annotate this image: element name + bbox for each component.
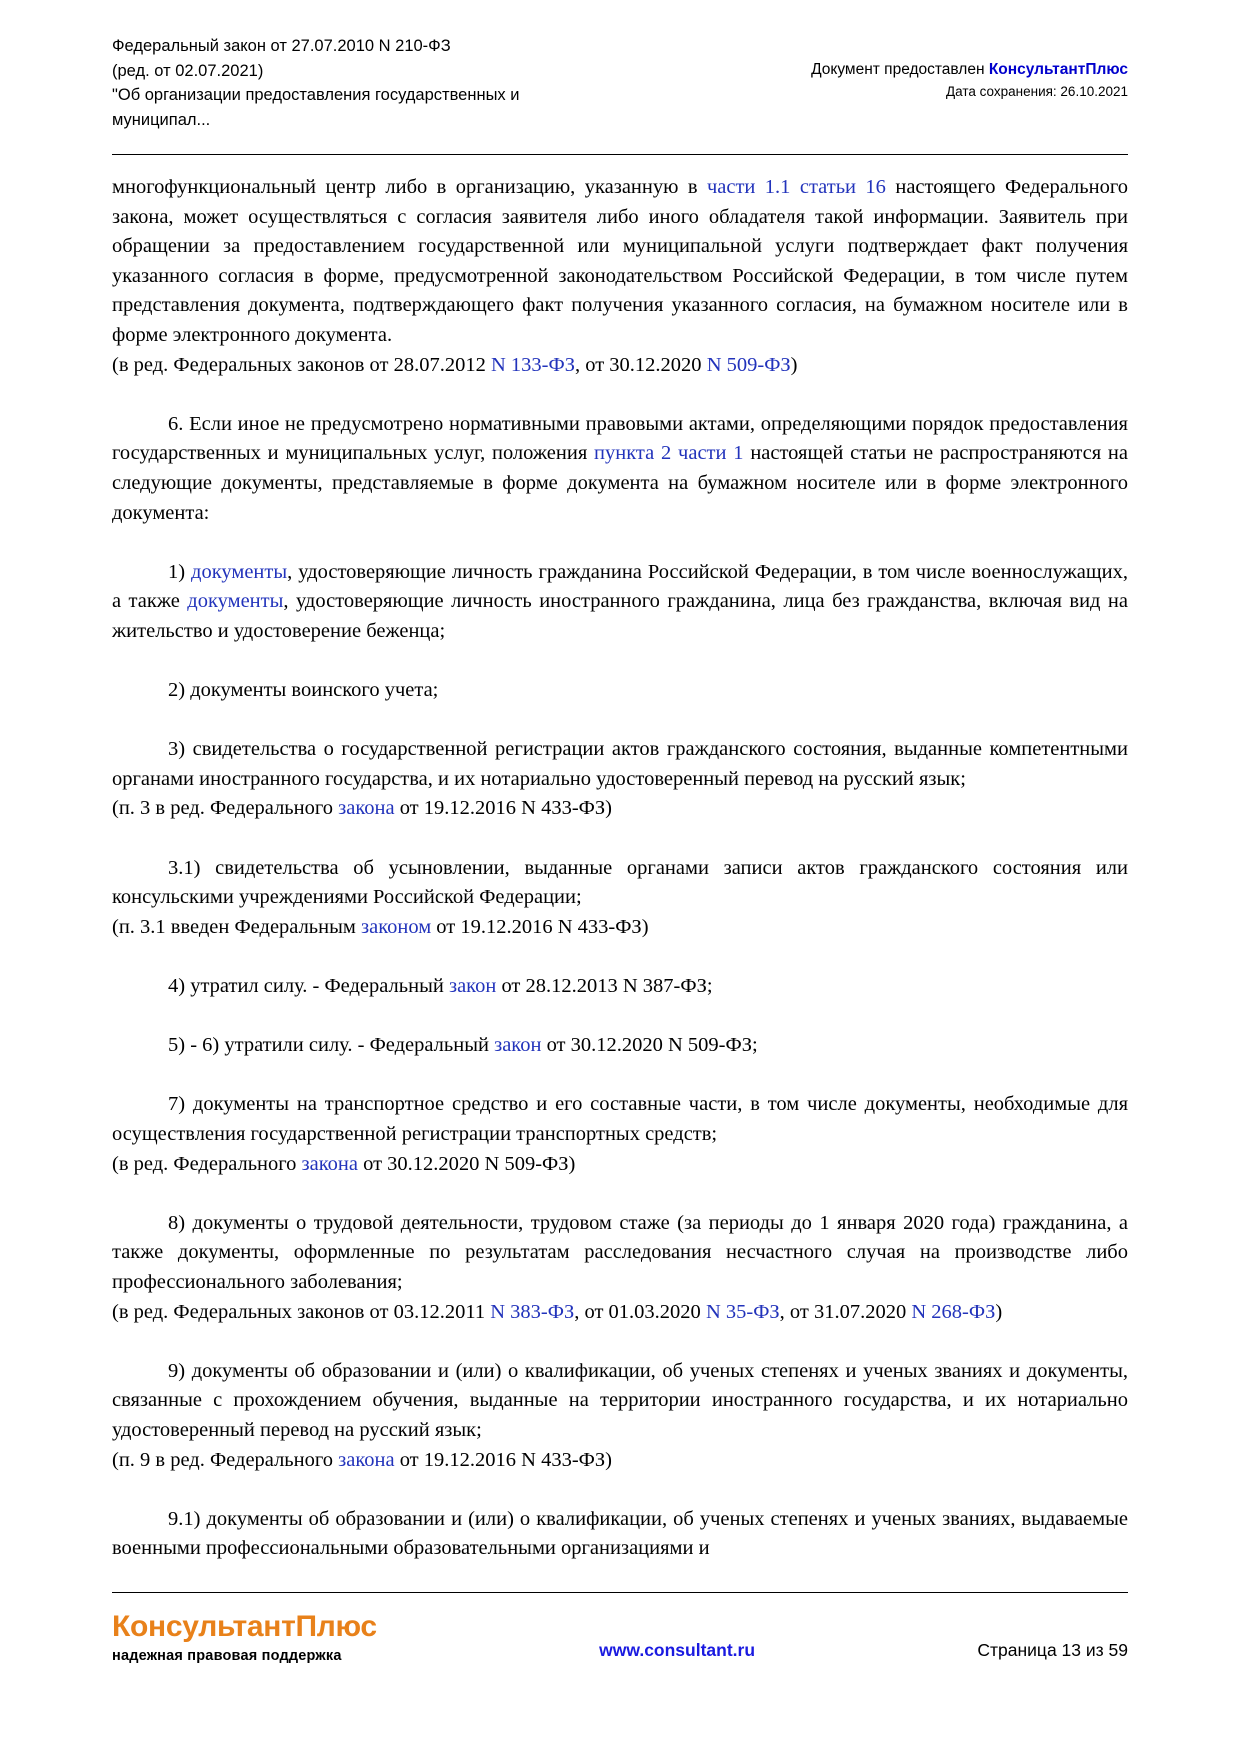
page-number: Страница 13 из 59 bbox=[977, 1640, 1128, 1660]
item9ref-text-2: от 19.12.2016 N 433-ФЗ) bbox=[394, 1448, 612, 1471]
link-zakona-433-fz-p3[interactable]: закона bbox=[338, 797, 395, 820]
list-item-7-reference bbox=[112, 1150, 1128, 1180]
p6-text-1: 6. Если иное не предусмотрено нормативными правовыми актами, определяющими порядок предоставления государственных и муниципальных услуг, положения bbox=[112, 412, 1128, 465]
doc-title-line-4: муниципал... bbox=[112, 110, 211, 129]
page-header bbox=[0, 0, 1240, 132]
page-footer bbox=[0, 1612, 1240, 1732]
doc-title-line-3: "Об организации предоставления государственных и bbox=[112, 86, 520, 104]
item91-text: 9.1) документы об образовании и (или) о квалификации, об ученых степенях и ученых званиях, выдаваемые военными профессиональными образовательными организациями и bbox=[112, 1507, 1128, 1560]
saved-date: Дата сохранения: 26.10.2021 bbox=[945, 84, 1128, 99]
consultant-plus-logo bbox=[112, 1612, 377, 1664]
list-item-3 bbox=[112, 735, 1128, 794]
link-n-383-fz[interactable]: N 383-ФЗ bbox=[490, 1300, 575, 1323]
link-point-2-part-1[interactable]: пункта 2 части 1 bbox=[594, 442, 744, 465]
item9ref-text-1: (п. 9 в ред. Федерального bbox=[112, 1448, 339, 1471]
link-documents-2[interactable]: документы bbox=[187, 590, 284, 613]
p1-text-1: многофункциональный центр либо в организацию, указанную в bbox=[112, 176, 707, 198]
link-part-1-1-article-16[interactable]: части 1.1 статьи 16 bbox=[706, 176, 886, 198]
list-item-4 bbox=[112, 972, 1128, 1002]
consultant-plus-brand: КонсультантПлюс bbox=[988, 61, 1128, 78]
document-body bbox=[0, 173, 1240, 1564]
header-divider bbox=[112, 154, 1128, 155]
list-item-9-reference bbox=[112, 1446, 1128, 1476]
list-item-2 bbox=[112, 676, 1128, 706]
paragraph-6 bbox=[112, 410, 1128, 528]
list-item-9 bbox=[112, 1357, 1128, 1446]
item7ref-text-2: от 30.12.2020 N 509-ФЗ) bbox=[357, 1152, 576, 1175]
item7ref-text-1: (в ред. Федерального bbox=[112, 1152, 302, 1175]
item5-text-1: 5) - 6) утратили силу. - Федеральный bbox=[168, 1034, 495, 1057]
list-item-8-reference bbox=[112, 1298, 1128, 1328]
link-zakonom-433-fz-p31[interactable]: законом bbox=[361, 915, 432, 938]
item4-text-1: 4) утратил силу. - Федеральный bbox=[168, 975, 449, 998]
link-zakona-509-fz-p7[interactable]: закона bbox=[301, 1152, 358, 1175]
p1ref-text-2: , от 30.12.2020 bbox=[574, 353, 707, 376]
paragraph-continuation bbox=[112, 173, 1128, 351]
link-n-268-fz[interactable]: N 268-ФЗ bbox=[911, 1300, 996, 1323]
list-item-7 bbox=[112, 1090, 1128, 1149]
provided-by-line bbox=[811, 60, 1128, 80]
paragraph-1-reference bbox=[112, 351, 1128, 381]
list-item-5-6 bbox=[112, 1031, 1128, 1061]
logo-wordmark: КонсультантПлюс bbox=[112, 1610, 377, 1643]
item1-text-1: 1) bbox=[168, 560, 192, 583]
doc-title-line-2: (ред. от 02.07.2021) bbox=[112, 61, 264, 80]
item9-text: 9) документы об образовании и (или) о квалификации, об ученых степенях и ученых званиях и документы, связанные с прохождением обучения, выданные на территории иностранного государства, и их нотариально удостоверенный перевод на русский язык; bbox=[112, 1359, 1128, 1441]
list-item-3-reference bbox=[112, 794, 1128, 824]
link-n-35-fz[interactable]: N 35-ФЗ bbox=[705, 1300, 780, 1323]
item3ref-text-2: от 19.12.2016 N 433-ФЗ) bbox=[394, 797, 612, 820]
list-item-3-1 bbox=[112, 854, 1128, 913]
link-zakon-509-fz-p5[interactable]: закон bbox=[494, 1034, 542, 1057]
item8ref-text-3: , от 31.07.2020 bbox=[779, 1300, 912, 1323]
list-item-8 bbox=[112, 1209, 1128, 1298]
link-zakona-433-fz-p9[interactable]: закона bbox=[338, 1448, 395, 1471]
footer-divider bbox=[112, 1592, 1128, 1593]
link-n-509-fz[interactable]: N 509-ФЗ bbox=[706, 353, 791, 376]
header-provider-block bbox=[811, 34, 1128, 102]
list-item-1 bbox=[112, 558, 1128, 647]
item4-text-2: от 28.12.2013 N 387-ФЗ; bbox=[496, 975, 713, 998]
item31ref-text-1: (п. 3.1 введен Федеральным bbox=[112, 915, 361, 938]
doc-title-line-1: Федеральный закон от 27.07.2010 N 210-ФЗ bbox=[112, 37, 451, 55]
footer-website-link[interactable]: www.consultant.ru bbox=[599, 1640, 756, 1660]
link-zakon-387-fz[interactable]: закон bbox=[448, 975, 497, 998]
p1ref-text-1: (в ред. Федеральных законов от 28.07.2012 bbox=[112, 353, 491, 376]
item2-text: 2) документы воинского учета; bbox=[168, 679, 439, 702]
p1ref-text-3: ) bbox=[790, 353, 798, 376]
item1-text-2: , удостоверяющие личность гражданина Российской Федерации, в том числе военнослужащих, а также bbox=[112, 560, 1128, 613]
item8-text: 8) документы о трудовой деятельности, трудовом стаже (за периоды до 1 января 2020 года) гражданина, а также документы, оформленные по результатам расследования несчастного случая на производстве либо профессионального заболевания; bbox=[112, 1211, 1128, 1293]
link-n-133-fz[interactable]: N 133-ФЗ bbox=[491, 353, 575, 376]
item31-text: 3.1) свидетельства об усыновлении, выданные органами записи актов гражданского состояния или консульскими учреждениями Российской Федерации; bbox=[112, 856, 1128, 909]
p1-text-2: настоящего Федерального закона, может осуществляться с согласия заявителя либо иного обладателя такой информации. Заявитель при обращении за предоставлением государственной или муниципальной услуги подтверждает факт получения указанного согласия в форме, предусмотренной законодательством Российской Федерации, в том числе путем представления документа, подтверждающего факт получения указанного согласия, на бумажном носителе или в форме электронного документа. bbox=[112, 176, 1128, 346]
logo-tagline: надежная правовая поддержка bbox=[112, 1648, 342, 1664]
item8ref-text-1: (в ред. Федеральных законов от 03.12.2011 bbox=[112, 1300, 491, 1323]
item8ref-text-4: ) bbox=[995, 1300, 1003, 1323]
provided-by-prefix: Документ предоставлен bbox=[811, 61, 989, 78]
p6-text-2: настоящей статьи не распространяются на следующие документы, представляемые в форме документа на бумажном носителе или в форме электронного документа: bbox=[112, 442, 1128, 524]
item3-text: 3) свидетельства о государственной регистрации актов гражданского состояния, выданные компетентными органами иностранного государства, и их нотариально удостоверенный перевод на русский язык; bbox=[112, 738, 1128, 790]
document-title-block bbox=[112, 34, 519, 132]
list-item-3-1-reference bbox=[112, 913, 1128, 943]
item3ref-text-1: (п. 3 в ред. Федерального bbox=[112, 797, 339, 820]
link-documents-1[interactable]: документы bbox=[191, 560, 288, 583]
item31ref-text-2: от 19.12.2016 N 433-ФЗ) bbox=[431, 915, 649, 938]
item8ref-text-2: , от 01.03.2020 bbox=[574, 1300, 706, 1323]
item7-text: 7) документы на транспортное средство и его составные части, в том числе документы, необходимые для осуществления государственной регистрации транспортных средств; bbox=[112, 1093, 1128, 1145]
list-item-9-1 bbox=[112, 1505, 1128, 1564]
item1-text-3: , удостоверяющие личность иностранного гражданина, лица без гражданства, включая вид на жительство и удостоверение беженца; bbox=[112, 590, 1128, 642]
item5-text-2: от 30.12.2020 N 509-ФЗ; bbox=[541, 1034, 758, 1057]
